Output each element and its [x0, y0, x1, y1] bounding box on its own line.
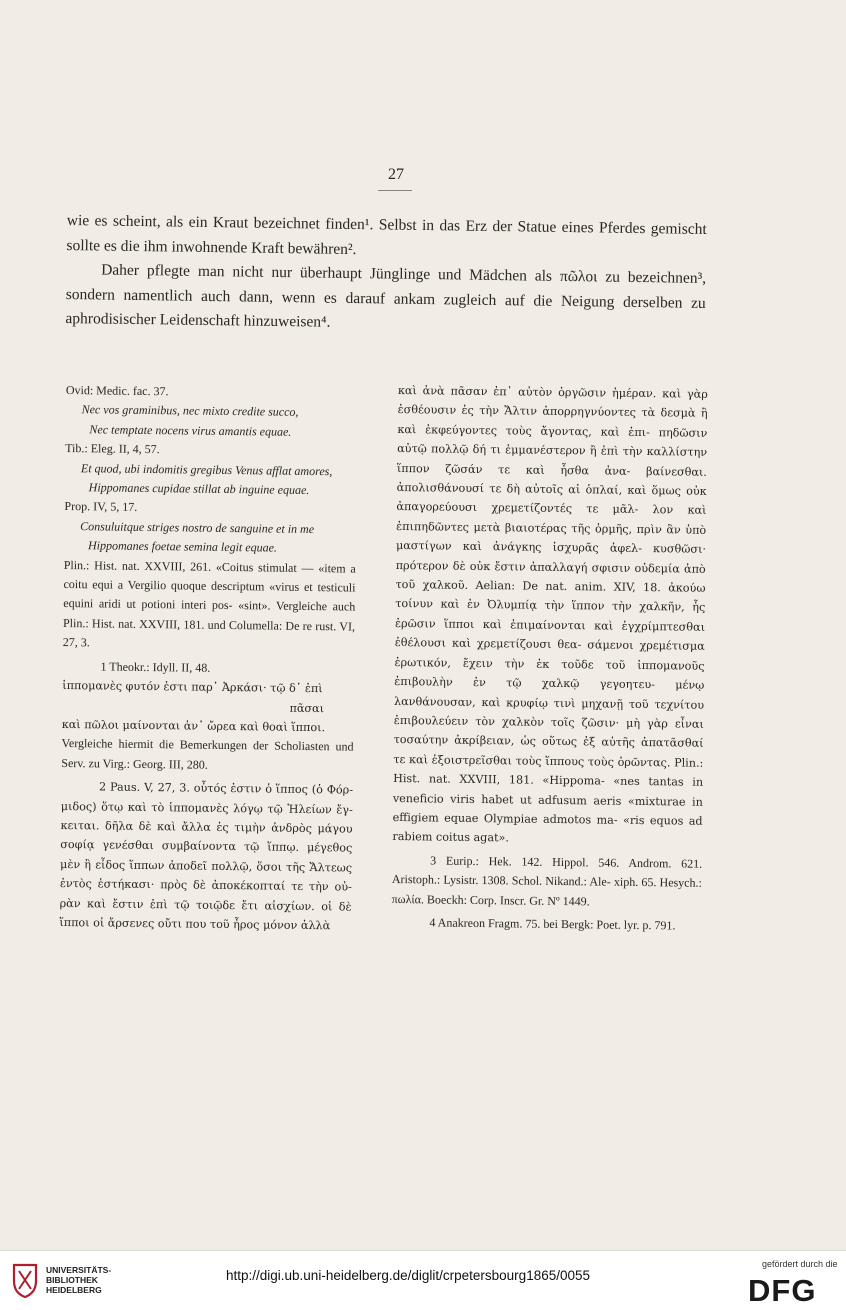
verse-line: Consuluitque striges nostro de sanguine et in me: [80, 519, 315, 536]
paragraph: Daher pflegte man nicht nur überhaupt Jünglinge und Mädchen als πῶλοι zu bezeichnen³, sondern namentlich auch dann, wenn es darauf ankam zugleich auf die Neigung derselben zu aphrodisischer Leidenschaft hinzuweisen⁴.: [65, 261, 707, 332]
greek-verse-line: καὶ πῶλοι μαίνονται ἀν᾽ ὤρεα καὶ θοαὶ ἵπποι.: [61, 717, 326, 735]
verse-line: Nec vos graminibus, nec mixto credite succo,: [81, 402, 299, 420]
footnote-text: Plin.: Hist. nat. XXVIII, 261. «Coitus stimulat — «item a coitu equi a Vergilio quoque descriptum «virus et testiculi equini aridi ut potioni interi pos- «sint». Vergleiche auch Plin.: Hist. nat. XXVIII, 181. und Columella: De re rust. VI, 27, 3.: [62, 557, 356, 650]
funding-caption: gefördert durch die: [762, 1259, 838, 1269]
footnotes-right-column: [391, 381, 708, 936]
footnotes-left-column: [59, 381, 358, 936]
footnote-3: 3 Eurip.: Hek. 142. Hippol. 546. Androm. 621. Aristoph.: Lysistr. 1308. Schol. Nikand.: Ale- xiph. 65. Hesych.: πωλία. Boeckh: Corp. Inscr. Gr. Nº 1449.: [391, 853, 703, 908]
page-number-ornament: [378, 186, 412, 191]
footnote-1: 1 Theokr.: Idyll. II, 48.: [100, 659, 211, 675]
footnote-text: καὶ ἀνὰ πᾶσαν ἐπ᾽ αὐτὸν ὀργῶσιν ἡμέραν. καὶ γὰρ ἐσθέουσιν ἐς τὴν Ἄλτιν ἀπορρηγνύοντες τὰ δεσμὰ ἢ καὶ ἐκφεύγοντες τοὺς ἄγοντας, καὶ ἐπι- πηδῶσιν αὐτῷ πολλῷ δή τι ἐμμανέστερον ἢ ἐπὶ τὴν καλλίστην ἵππον ζῶσάν τε καὶ ἧσθα ἀνα- βαίνεσθαι. ἀπολισθάνουσί τε δὴ αὐτοῖς αἱ ὁπλαί, καὶ ὅμως οὐκ ἀπαγορεύουσι χρεμετίζοντές τε μᾶλ- λον καὶ ἐπιπηδῶντες μετὰ βιαιοτέρας τῆς ὁρμῆς, πρὶν ἂν ὑπὸ μαστίγων καὶ ἀνάγκης ἰσχυρᾶς ἀφελ- κυσθῶσι· πρότερον δὲ οὐκ ἔστιν ἀπαλλαγή σφισιν οὐδεμία ἀπὸ τοῦ χαλκοῦ. Aelian: De nat. anim. XIV, 18. ἀκούω τοίνυν καὶ ἐν Ὀλυμπίᾳ τὴν ἵππον τὴν χαλκῆν, ἧς ἐρῶσιν ἵπποι καὶ ἐπιμαίνονται καὶ ἐγχρίμπτεσθαι ἐθέλουσι καὶ χρεμετίζουσι θεα- σάμενοι χρεμέτισμα ἐρωτικόν, ἔχειν τὴν ἐκ τοῦδε τοῦ ἱππομανοῦς ἐπιβουλὴν ἐν τῷ χαλκῷ γεγοητευ- μένῳ λανθάνουσαν, καὶ κρυφίῳ τινὶ μηχανῇ τοῦ τεχνίτου ἐπιβουλεύειν τὸν χαλκὸν τοῖς ζῶσιν· μὴ γὰρ εἶναι τοσαύτην ἀκρίβειαν, ὡς οὕτως ἐξ αὐτῆς ἀπατᾶσθαί τε καὶ ἐξοιστρεῖσθαι τοὺς ἵππους τοὺς ὁρῶντας. Plin.: Hist. nat. XXVIII, 181. «Hippoma- «nes tantas in veneficio viris habet ut adfusum aeris «mixturae in effigiem equae Olympiae admotos ma- «ris equos ad rabiem coitus agat».: [392, 383, 708, 845]
verse-line: Hippomanes cupidae stillat ab inguine equae.: [88, 480, 310, 498]
footnote-citation: Prop. IV, 5, 17.: [64, 499, 138, 515]
dfg-logo: DFG: [748, 1273, 817, 1308]
footnote-citation: Tib.: Eleg. II, 4, 57.: [65, 441, 160, 457]
main-text: [65, 209, 707, 341]
university-seal-icon: [10, 1261, 40, 1299]
library-name: UNIVERSITÄTS- BIBLIOTHEK HEIDELBERG: [46, 1265, 112, 1295]
greek-verse-line: πᾶσαι: [289, 701, 325, 715]
footnote-citation: Ovid: Medic. fac. 37.: [65, 382, 169, 399]
verse-line: Et quod, ubi indomitis gregibus Venus afflat amores,: [80, 460, 333, 478]
page-number: 27: [388, 166, 404, 183]
source-url-link[interactable]: http://digi.ub.uni-heidelberg.de/diglit/crpetersbourg1865/0055: [226, 1268, 591, 1283]
paragraph: wie es scheint, als ein Kraut bezeichnet finden¹. Selbst in das Erz der Statue eines Pferdes gemischt sollte es die ihm inwohnende Kraft bewähren².: [66, 211, 707, 258]
greek-verse-line: ἱππομανὲς φυτόν ἐστι παρ᾽ Ἀρκάσι· τῷ δ᾽ ἐπὶ: [62, 679, 323, 696]
footnote-4: 4 Anakreon Fragm. 75. bei Bergk: Poet. lyr. p. 791.: [429, 915, 676, 933]
viewer-footer: [0, 1250, 846, 1310]
footnote-text: Vergleiche hiermit die Bemerkungen der Scholiasten und Serv. zu Virg.: Georg. III, 280.: [61, 736, 354, 772]
verse-line: Nec temptate nocens virus amantis equae.: [89, 422, 292, 439]
footnote-2: 2 Paus. V, 27, 3. οὗτός ἐστιν ὁ ἵππος (ὁ Φόρ- μιδος) ὅτῳ καὶ τὸ ἱππομανὲς λόγῳ τῷ Ἠλείων ἔγ- κειται. δῆλα δὲ καὶ ἄλλα ἐς τιμὴν ἀνδρὸς μάγου σοφίᾳ γενέσθαι συμβαίνοντα τῷ ἵππῳ. μέγεθος μὲν ἢ εἶδος ἵππων ἀποδεῖ πολλῷ, ὅσοι τῆς Ἄλτεως ἐντὸς ἑστήκασι· πρὸς δὲ ἀποκέκοπταί τε τὴν οὐ- ρὰν καὶ ἔστιν ἐπὶ τῷ τοιῷδε ἔτι αἰσχίων. οἱ δὲ ἵπποι οἱ ἄρσενες οὔτι που τοῦ ἦρος μόνον ἀλλὰ: [59, 780, 354, 933]
verse-line: Hippomanes foetae semina legit equae.: [87, 538, 278, 555]
